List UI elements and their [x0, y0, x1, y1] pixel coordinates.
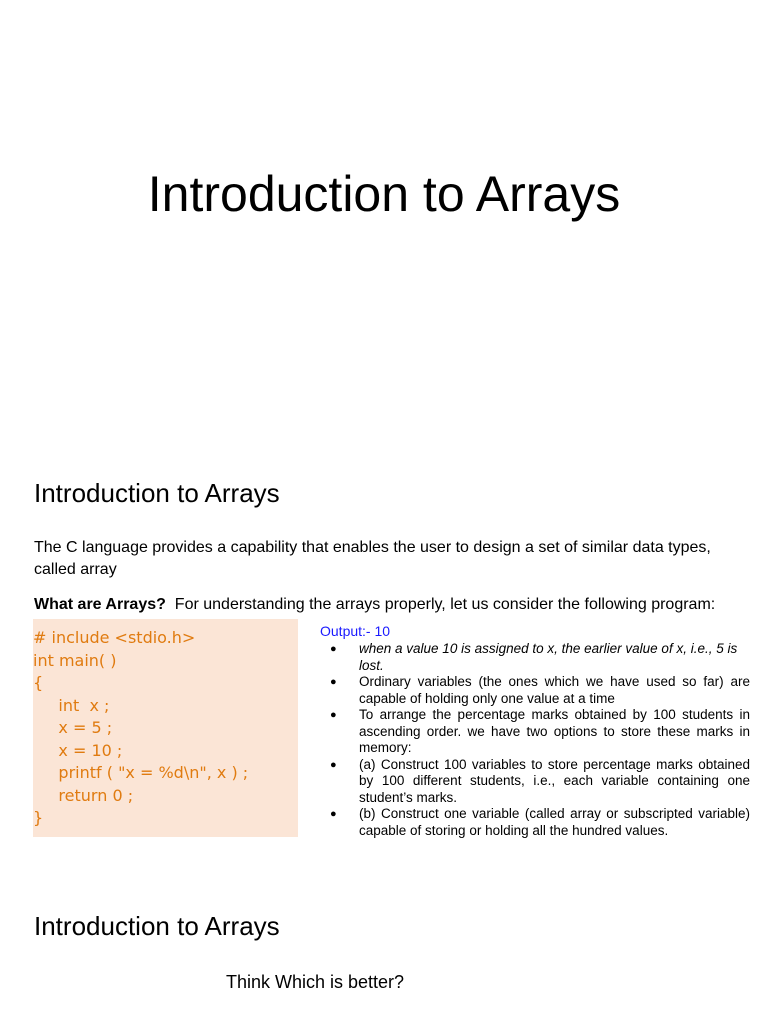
code-line: x = 5 ;	[33, 718, 113, 737]
code-line: int main( )	[33, 650, 117, 670]
code-line: {	[33, 673, 44, 692]
question-bold: What are Arrays?	[34, 596, 166, 613]
code-line: # include <stdio.h>	[33, 628, 196, 647]
output-label: Output:- 10	[320, 623, 391, 639]
section-heading-2: Introduction to Arrays	[34, 911, 280, 941]
code-line: x = 10 ;	[33, 740, 123, 760]
notes-list	[330, 641, 750, 839]
list-item: ● (a) Construct 100 variables to store percentage marks obtained by 100 different students, i.e., each variable containing one student’s marks.	[330, 757, 750, 807]
list-item: ● To arrange the percentage marks obtained by 100 students in ascending order. we have two options to store these marks in memory:	[330, 707, 750, 757]
intro-paragraph: The C language provides a capability that enables the user to design a set of similar data types, called array	[34, 539, 711, 578]
code-block	[33, 619, 298, 837]
code-line: printf ( "x = %d\n", x ) ;	[33, 763, 249, 782]
code-line: return 0 ;	[33, 785, 134, 805]
question-line	[34, 594, 754, 616]
code-line: }	[33, 808, 44, 827]
code-line: int x ;	[33, 695, 110, 715]
list-item: ● when a value 10 is assigned to x, the earlier value of x, i.e., 5 is lost.	[330, 641, 750, 674]
main-title: Introduction to Arrays	[147, 166, 621, 222]
section-heading: Introduction to Arrays	[34, 478, 280, 508]
think-prompt: Think Which is better?	[226, 972, 405, 992]
question-text: For understanding the arrays properly, let us consider the following program:	[174, 596, 716, 613]
list-item: ● Ordinary variables (the ones which we have used so far) are capable of holding only one value at a time	[330, 674, 750, 707]
list-item: ● (b) Construct one variable (called array or subscripted variable) capable of storing or holding all the hundred values.	[330, 806, 750, 839]
